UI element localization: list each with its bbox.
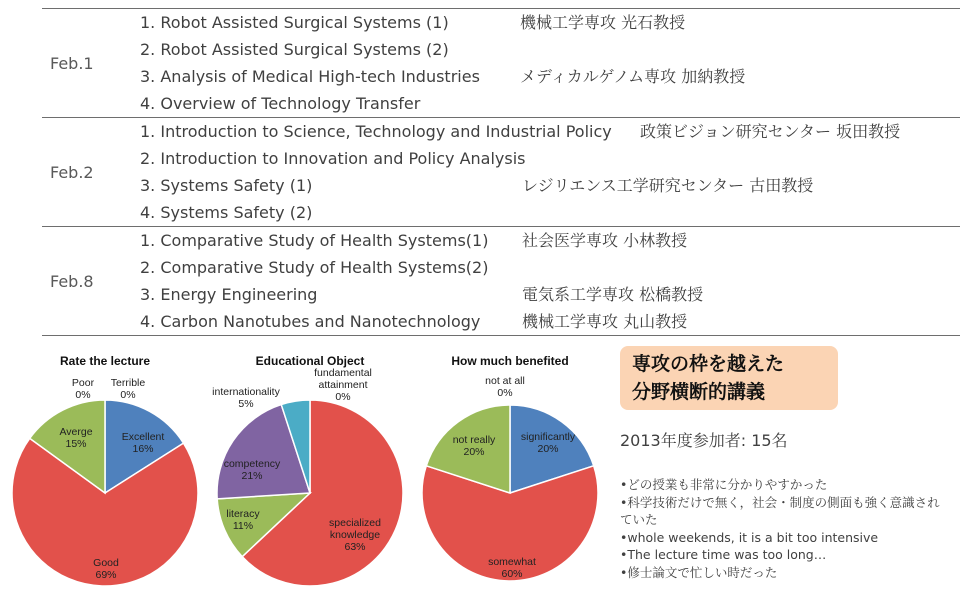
schedule-date: Feb.2 [50, 162, 94, 182]
lecture-row [140, 281, 960, 308]
lecture-title: 4. Overview of Technology Transfer [140, 94, 421, 113]
survey-charts [0, 340, 610, 614]
lecture-row [140, 145, 960, 172]
lecture-row [140, 36, 960, 63]
lecture-title: 2. Comparative Study of Health Systems(2) [140, 258, 489, 277]
highlight-badge [620, 346, 838, 410]
lecture-row [140, 199, 960, 226]
lecture-title: 1. Comparative Study of Health Systems(1) [140, 231, 489, 250]
lecture-title: 1. Robot Assisted Surgical Systems (1) [140, 13, 449, 32]
lecture-row [140, 118, 960, 145]
slice-label: Poor 0% [71, 377, 95, 401]
slice-label: literacy 11% [226, 508, 260, 532]
slice-label: significantly 20% [520, 431, 576, 455]
comment-list [620, 476, 950, 581]
badge-line-2: 分野横断的講義 [632, 381, 766, 403]
slice-label: somewhat 60% [488, 556, 536, 580]
pie-charts-svg [0, 340, 610, 614]
lecture-presenter: 機械工学専攻 光石教授 [520, 13, 686, 32]
lecture-title: 2. Introduction to Innovation and Policy Analysis [140, 149, 526, 168]
lecture-row [140, 90, 960, 117]
slice-label: internationality 5% [212, 386, 280, 410]
lecture-row [140, 63, 960, 90]
participant-count: 2013年度参加者: 15名 [620, 431, 788, 450]
lecture-row [140, 254, 960, 281]
lecture-title: 1. Introduction to Science, Technology and Industrial Policy [140, 122, 612, 141]
lecture-presenter: 電気系工学専攻 松橋教授 [522, 285, 704, 304]
lecture-title: 4. Carbon Nanotubes and Nanotechnology [140, 312, 481, 331]
lecture-row [140, 308, 960, 335]
lecture-title: 2. Robot Assisted Surgical Systems (2) [140, 40, 449, 59]
slice-label: Averge 15% [59, 426, 93, 450]
lecture-title: 3. Energy Engineering [140, 285, 318, 304]
comment-item: •修士論文で忙しい時だった [620, 564, 778, 580]
chart-title: How much benefited [451, 354, 569, 368]
schedule-day [42, 226, 960, 336]
lecture-row [140, 9, 960, 36]
comment-item: •どの授業も非常に分かりやすかった [620, 477, 828, 492]
chart-title: Educational Object [255, 354, 365, 368]
lecture-presenter: 機械工学専攻 丸山教授 [522, 312, 688, 331]
slice-label: Excellent 16% [121, 431, 165, 455]
chart-title: Rate the lecture [59, 354, 151, 368]
badge-line-1: 専攻の枠を越えた [632, 353, 785, 375]
lecture-title: 3. Analysis of Medical High-tech Industries [140, 67, 480, 86]
slice-label: not at all 0% [485, 375, 525, 399]
lecture-row [140, 172, 960, 199]
lecture-row [140, 227, 960, 254]
comment-item: •whole weekends, it is a bit too intensive [620, 529, 879, 545]
slice-label: Terrible 0% [110, 377, 146, 401]
slice-label: Good 69% [93, 557, 119, 581]
lecture-title: 4. Systems Safety (2) [140, 203, 313, 222]
schedule-day [42, 8, 960, 117]
lecture-presenter: 社会医学専攻 小林教授 [522, 231, 688, 250]
lecture-title: 3. Systems Safety (1) [140, 176, 313, 195]
schedule-date: Feb.8 [50, 271, 94, 291]
lecture-presenter: メディカルゲノム専攻 加納教授 [520, 67, 746, 86]
lecture-schedule [42, 8, 960, 336]
lecture-presenter: 政策ビジョン研究センター 坂田教授 [640, 122, 901, 141]
schedule-day [42, 117, 960, 226]
lecture-presenter: レジリエンス工学研究センター 古田教授 [522, 176, 814, 195]
comment-item: •The lecture time was too long… [620, 547, 827, 562]
comment-item: •科学技術だけで無く，社会・制度の側面も強く意識されていた [620, 494, 940, 527]
schedule-date: Feb.1 [50, 53, 94, 73]
slice-label: fundamental attainment 0% [314, 367, 372, 403]
slice-label: not really 20% [452, 434, 496, 458]
slice-label: specialized knowledge 63% [329, 517, 381, 553]
slice-label: competency 21% [223, 458, 281, 482]
